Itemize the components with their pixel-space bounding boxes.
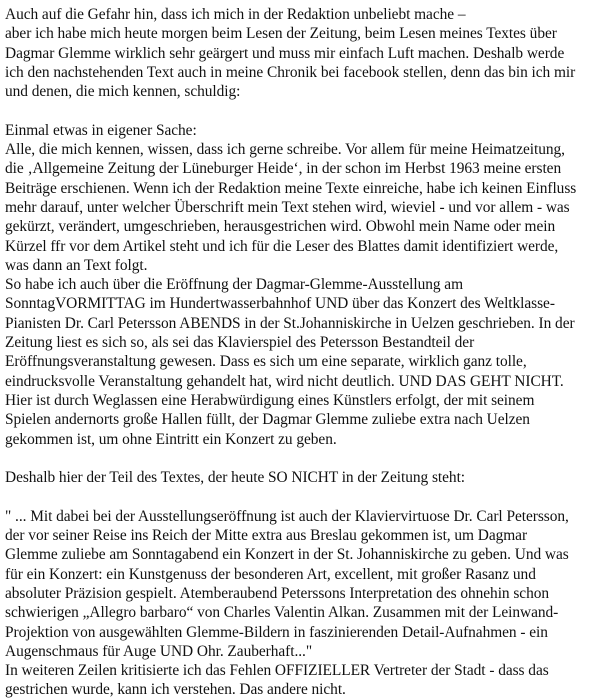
paragraph-gap bbox=[5, 487, 613, 506]
text-line: Zeitung liest es sich so, als sei das Klavierspiel des Petersson Bestandteil der bbox=[5, 334, 475, 352]
text-line: Projektion von ausgewählten Glemme-Bildern in faszinierenden Detail-Aufnahmen - ein bbox=[5, 623, 548, 641]
text-line: der vor seiner Reise ins Reich der Mitte extra aus Breslau gekommen ist, um Dagmar bbox=[5, 527, 528, 545]
text-line: absoluter Präzision gespielt. Atemberaubend Peterssons Interpretation des ohnehin schon bbox=[5, 584, 550, 602]
text-line: für ein Konzert: ein Kunstgenuss der besonderen Art, excellent, mit großer Rasanz und bbox=[5, 565, 536, 583]
paragraph-gap bbox=[5, 449, 613, 468]
text-line: In weiteren Zeilen kritisierte ich das Fehlen OFFIZIELLER Vertreter der Stadt - dass das bbox=[5, 662, 549, 680]
text-line: eindrucksvolle Veranstaltung gehandelt hat, wird nicht deutlich. UND DAS GEHT NICHT. bbox=[5, 372, 564, 390]
paragraph-gap bbox=[5, 101, 613, 120]
text-line: aber ich habe mich heute morgen beim Lesen der Zeitung, beim Lesen meines Textes über bbox=[5, 25, 557, 43]
text-line: Pianisten Dr. Carl Petersson ABENDS in der St.Johanniskirche in Uelzen geschrieben. In der bbox=[5, 314, 575, 332]
text-line: die ‚Allgemeine Zeitung der Lüneburger Heide‘, in der schon im Herbst 1963 meine ersten bbox=[5, 160, 562, 178]
text-line: schwierigen „Allegro barbaro“ von Charles Valentin Alkan. Zusammen mit der Leinwand- bbox=[5, 604, 559, 622]
text-line: SonntagVORMITTAG im Hundertwasserbahnhof UND über das Konzert des Weltklasse- bbox=[5, 295, 555, 313]
text-line: gekürzt, verändert, umgeschrieben, herausgestrichen wird. Obwohl mein Name oder mein bbox=[5, 218, 556, 236]
text-line: Glemme zuliebe am Sonntagabend ein Konzert in der St. Johanniskirche zu geben. Und was bbox=[5, 546, 569, 564]
text-line: Einmal etwas in eigener Sache: bbox=[5, 121, 197, 139]
lead-in-paragraph bbox=[5, 468, 613, 487]
text-line: Deshalb hier der Teil des Textes, der heute SO NICHT in der Zeitung steht: bbox=[5, 469, 466, 487]
text-line: " ... Mit dabei bei der Ausstellungseröffnung ist auch der Klaviervirtuose Dr. Carl Petersson, bbox=[5, 507, 569, 525]
quoted-text-paragraph bbox=[5, 507, 613, 700]
text-line: Beiträge erschienen. Wenn ich der Redaktion meine Texte einreiche, habe ich keinen Einfluss bbox=[5, 179, 577, 197]
text-line: Dagmar Glemme wirklich sehr geärgert und muss mir einfach Luft machen. Deshalb werde bbox=[5, 44, 565, 62]
document-body bbox=[5, 5, 613, 700]
text-line: Kürzel ffr vor dem Artikel steht und ich für die Leser des Blattes damit identifiziert werde, bbox=[5, 237, 559, 255]
text-line: Augenschmaus für Auge UND Ohr. Zauberhaft..." bbox=[5, 642, 313, 660]
text-line: gestrichen wurde, kann ich verstehen. Das andere nicht. bbox=[5, 681, 346, 699]
text-line: Hier ist durch Weglassen eine Herabwürdigung eines Künstlers erfolgt, der mit seinem bbox=[5, 391, 535, 409]
text-line: Auch auf die Gefahr hin, dass ich mich in der Redaktion unbeliebt mache – bbox=[5, 6, 466, 23]
own-matter-paragraph bbox=[5, 121, 613, 449]
intro-paragraph bbox=[5, 5, 613, 101]
text-line: ich den nachstehenden Text auch in meine Chronik bei facebook stellen, denn das bin ich mir bbox=[5, 63, 576, 81]
text-line: was dann an Text folgt. bbox=[5, 256, 148, 274]
text-line: Alle, die mich kennen, wissen, dass ich gerne schreibe. Vor allem für meine Heimatzeitung, bbox=[5, 141, 565, 159]
text-line: und denen, die mich kennen, schuldig: bbox=[5, 83, 241, 101]
text-line: gekommen ist, um ohne Eintritt ein Konzert zu geben. bbox=[5, 430, 337, 448]
text-line: mehr darauf, unter welcher Überschrift mein Text stehen wird, wieviel - und vor allem - was bbox=[5, 198, 570, 216]
text-line: Spielen andernorts große Hallen füllt, der Dagmar Glemme zuliebe extra nach Uelzen bbox=[5, 411, 530, 429]
text-line: So habe ich auch über die Eröffnung der Dagmar-Glemme-Ausstellung am bbox=[5, 276, 464, 294]
text-line: Eröffnungsveranstaltung gewesen. Dass es sich um eine separate, wirklich ganz tolle, bbox=[5, 353, 527, 371]
